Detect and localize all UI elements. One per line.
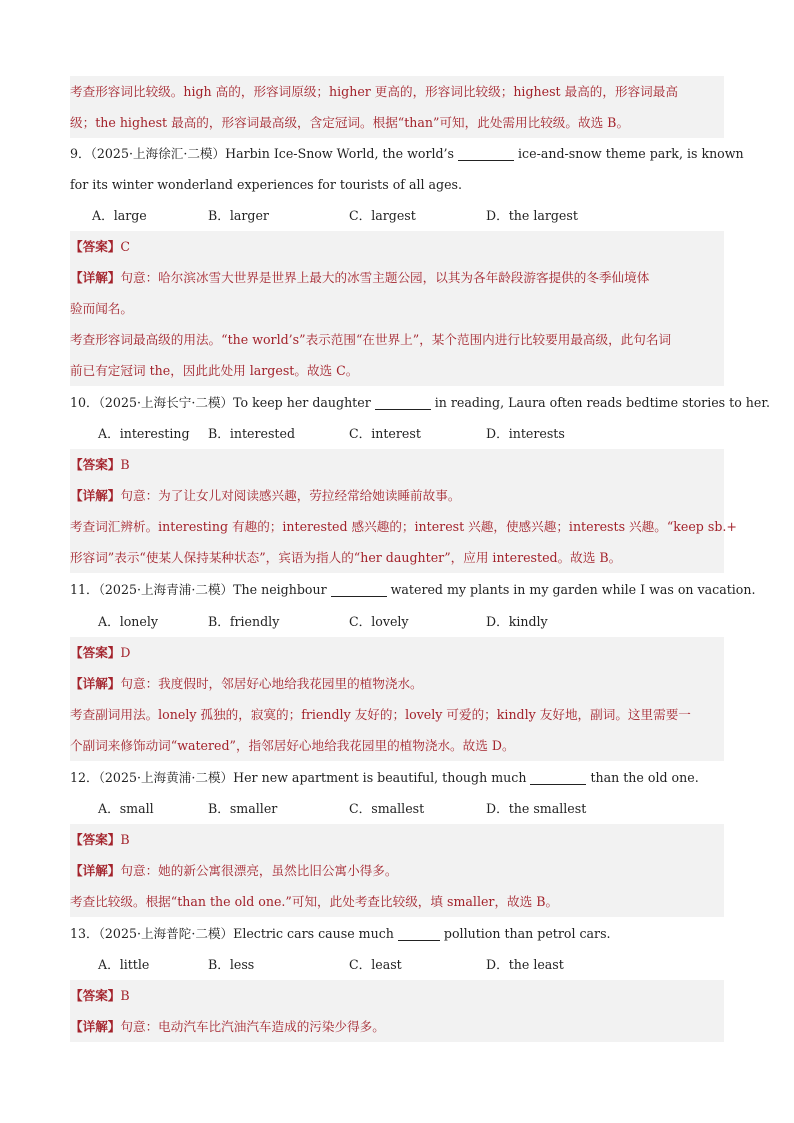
answer-blank [458, 145, 514, 161]
question-9-stem: 9．（2025·上海徐汇·二模）Harbin Ice-Snow World, the world’s ice-and-snow theme park, is known [70, 146, 744, 161]
question-11-answer: 【答案】D [70, 637, 724, 668]
option-d: D．the largest [486, 208, 578, 223]
option-c: C．smallest [349, 801, 425, 816]
question-11-detail: 【详解】句意：我度假时，邻居好心地给我花园里的植物浇水。 [70, 668, 724, 699]
question-9-detail: 验而闻名。 [70, 293, 724, 324]
question-10-detail: 【详解】句意：为了让女儿对阅读感兴趣，劳拉经常给她读睡前故事。 [70, 480, 724, 511]
option-a: A．little [98, 957, 150, 972]
option-c: C．largest [349, 208, 416, 223]
option-a: A．large [92, 208, 147, 223]
option-b: B．larger [208, 208, 269, 223]
question-9-options [70, 200, 724, 231]
question-13-answer: 【答案】B [70, 980, 724, 1011]
question-13-detail: 【详解】句意：电动汽车比汽油汽车造成的污染少得多。 [70, 1011, 724, 1042]
question-12-detail: 【详解】句意：她的新公寓很漂亮，虽然比旧公寓小得多。 [70, 855, 724, 886]
question-10-detail: 形容词”表示“使某人保持某种状态”，宾语为指人的“her daughter”，应用 interested。故选 B。 [70, 542, 724, 573]
question-9-answer: 【答案】C [70, 231, 724, 262]
question-13-options [70, 949, 724, 980]
question-9-detail: 考查形容词最高级的用法。“the world’s”表示范围“在世界上”，某个范围内进行比较要用最高级，此句名词 [70, 324, 724, 355]
option-c: C．lovely [349, 614, 409, 629]
question-10-detail: 考查词汇辨析。interesting 有趣的；interested 感兴趣的；interest 兴趣，使感兴趣；interests 兴趣。“keep sb.+ [70, 511, 724, 542]
question-13-stem: 13．（2025·上海普陀·二模）Electric cars cause much pollution than petrol cars. [70, 926, 611, 941]
question-12-answer: 【答案】B [70, 824, 724, 855]
explanation-line: 级；the highest 最高的，形容词最高级，含定冠词。根据“than”可知，此处需用比较级。故选 B。 [70, 107, 724, 138]
question-10-options [70, 418, 724, 449]
option-d: D．the least [486, 957, 564, 972]
answer-blank [375, 394, 431, 410]
question-10-stem: 10．（2025·上海长宁·二模）To keep her daughter in reading, Laura often reads bedtime stories to her. [70, 395, 770, 410]
option-c: C．interest [349, 426, 421, 441]
option-c: C．least [349, 957, 402, 972]
answer-blank [398, 925, 440, 941]
question-10-answer: 【答案】B [70, 449, 724, 480]
question-11-detail: 考查副词用法。lonely 孤独的，寂寞的；friendly 友好的；lovely 可爱的；kindly 友好地，副词。这里需要一 [70, 699, 724, 730]
option-a: A．small [98, 801, 154, 816]
answer-blank [331, 581, 387, 597]
option-b: B．smaller [208, 801, 278, 816]
option-b: B．less [208, 957, 255, 972]
question-12-options [70, 793, 724, 824]
option-b: B．interested [208, 426, 296, 441]
explanation-line: 考查形容词比较级。high 高的，形容词原级；higher 更高的，形容词比较级；highest 最高的，形容词最高 [70, 76, 724, 107]
question-9-stem-cont: for its winter wonderland experiences for tourists of all ages. [70, 177, 463, 192]
option-a: A．interesting [98, 426, 190, 441]
question-11-options [70, 606, 724, 637]
question-11-stem: 11．（2025·上海青浦·二模）The neighbour watered my plants in my garden while I was on vacation. [70, 582, 756, 597]
option-d: D．kindly [486, 614, 548, 629]
question-12-detail: 考查比较级。根据“than the old one.”可知，此处考查比较级，填 smaller，故选 B。 [70, 886, 724, 917]
option-a: A．lonely [98, 614, 159, 629]
option-d: D．the smallest [486, 801, 587, 816]
question-9-detail: 前已有定冠词 the，因此此处用 largest。故选 C。 [70, 355, 724, 386]
option-d: D．interests [486, 426, 565, 441]
question-11-detail: 个副词来修饰动词“watered”，指邻居好心地给我花园里的植物浇水。故选 D。 [70, 730, 724, 761]
question-12-stem: 12．（2025·上海黄浦·二模）Her new apartment is beautiful, though much than the old one. [70, 770, 699, 785]
question-9-detail: 【详解】句意：哈尔滨冰雪大世界是世界上最大的冰雪主题公园，以其为各年龄段游客提供的冬季仙境体 [70, 262, 724, 293]
option-b: B．friendly [208, 614, 280, 629]
answer-blank [530, 769, 586, 785]
